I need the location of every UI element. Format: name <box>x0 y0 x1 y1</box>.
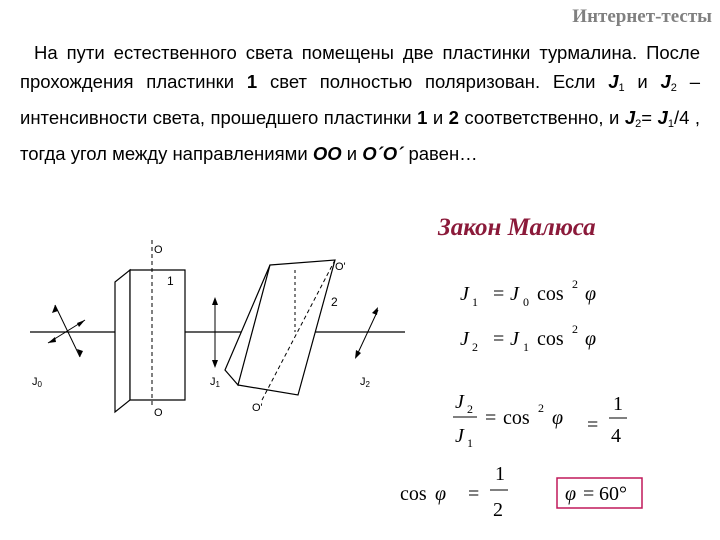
label-O-top: O <box>154 244 163 256</box>
label-J1: J1 <box>210 376 220 389</box>
svg-text:J: J <box>460 283 469 305</box>
label-plate-2: 2 <box>331 295 338 309</box>
svg-text:1: 1 <box>523 340 529 354</box>
label-O-bottom: O <box>154 407 163 419</box>
polarized-light-J2-icon <box>355 307 378 359</box>
svg-text:=: = <box>485 407 497 429</box>
svg-text:2: 2 <box>493 499 503 521</box>
svg-text:60°: 60° <box>599 483 627 505</box>
svg-text:J: J <box>460 328 469 350</box>
svg-text:2: 2 <box>572 322 578 336</box>
svg-text:J: J <box>510 328 519 350</box>
svg-text:φ: φ <box>435 483 447 505</box>
svg-text:cos: cos <box>537 328 564 350</box>
unpolarized-light-icon <box>48 305 85 357</box>
svg-text:φ: φ <box>585 328 597 350</box>
svg-text:φ: φ <box>552 407 564 429</box>
formula-4 <box>400 463 508 521</box>
plate-1-face <box>130 270 185 400</box>
svg-text:1: 1 <box>467 436 473 450</box>
svg-text:2: 2 <box>472 340 478 354</box>
svg-text:=: = <box>583 483 595 505</box>
label-J0: J0 <box>32 376 42 389</box>
svg-text:cos: cos <box>400 483 427 505</box>
header-title: Интернет-тесты <box>572 6 712 27</box>
label-Op-bottom: O' <box>252 402 263 414</box>
svg-text:1: 1 <box>495 463 505 485</box>
svg-text:φ: φ <box>565 483 577 505</box>
svg-text:2: 2 <box>467 402 473 416</box>
svg-text:J: J <box>455 391 464 413</box>
svg-text:2: 2 <box>572 277 578 291</box>
formula-1 <box>460 277 596 309</box>
svg-text:=: = <box>493 328 505 350</box>
svg-text:J: J <box>455 425 464 447</box>
svg-text:1: 1 <box>472 295 478 309</box>
svg-text:1: 1 <box>613 393 623 415</box>
formula-2 <box>460 322 596 354</box>
plate-1 <box>115 270 130 412</box>
svg-text:0: 0 <box>523 295 529 309</box>
answer-box <box>557 478 642 508</box>
svg-text:2: 2 <box>538 401 544 415</box>
svg-text:J: J <box>510 283 519 305</box>
label-plate-1: 1 <box>167 274 174 288</box>
svg-text:=: = <box>587 414 599 436</box>
polarizer-diagram <box>30 235 415 420</box>
label-J2: J2 <box>360 376 370 389</box>
svg-text:cos: cos <box>503 407 530 429</box>
problem-statement: На пути естественного света помещены две пластинки турмалина. После прохождения пластинки 1 свет полностью поляризован. Если $J_1$ и $J_2$ – интенсивности света, прошедшего пластинки 1 и 2 соответственно, и $J_2= J_1/4$ , тогда угол между направлениями OO и O´O´ равен… <box>20 42 700 164</box>
label-Op-top: O' <box>335 261 346 273</box>
svg-text:4: 4 <box>611 425 621 447</box>
svg-text:=: = <box>468 483 480 505</box>
malus-formulas <box>395 250 715 530</box>
formula-3 <box>453 391 627 450</box>
svg-text:φ: φ <box>585 283 597 305</box>
svg-text:=: = <box>493 283 505 305</box>
svg-text:cos: cos <box>537 283 564 305</box>
section-title: Закон Малюса <box>438 214 596 241</box>
